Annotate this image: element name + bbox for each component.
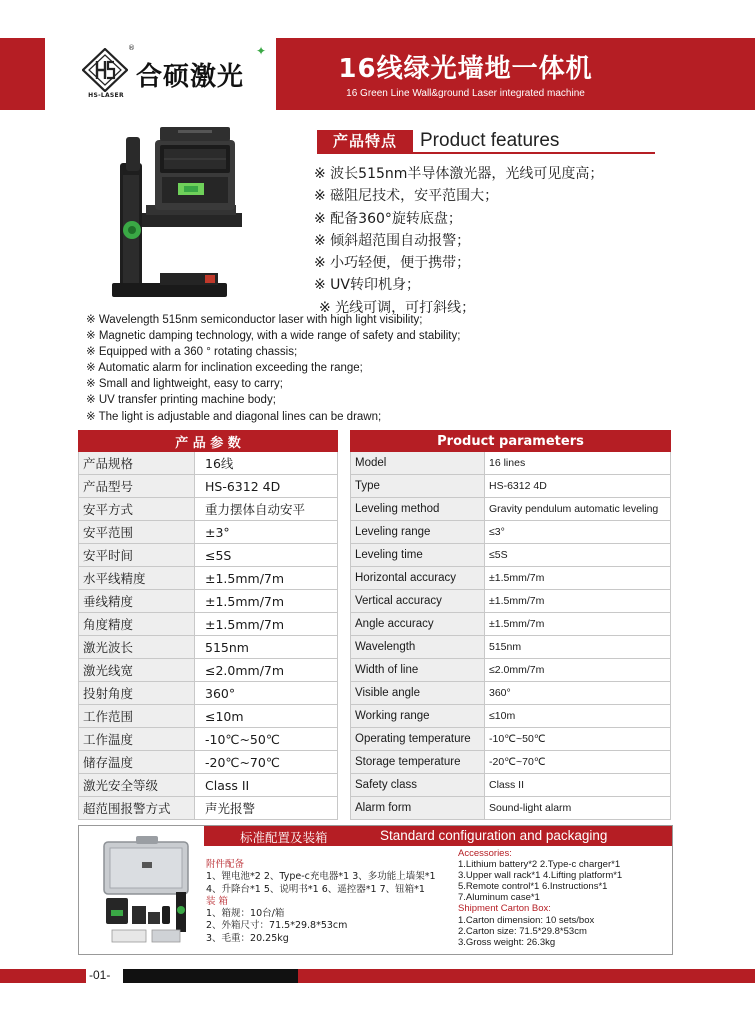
param-key: Width of line [351, 659, 485, 682]
page-number: -01- [89, 968, 111, 982]
table-row [79, 613, 338, 636]
table-row [79, 544, 338, 567]
param-key: Wavelength [351, 636, 485, 659]
table-row [351, 705, 671, 728]
table-row [351, 797, 671, 820]
table-row [79, 636, 338, 659]
accessories-line-cn: 1、锂电池*2 2、Type-c充电器*1 3、多功能上墙架*1 [206, 871, 436, 883]
param-value: 360° [485, 682, 671, 705]
param-value: ±3° [195, 521, 338, 544]
param-value: -20℃~70℃ [195, 751, 338, 774]
param-key: Alarm form [351, 797, 485, 820]
param-value: HS-6312 4D [485, 475, 671, 498]
params-table-cn-title: 产 品 参 数 [79, 431, 338, 452]
param-key: Operating temperature [351, 728, 485, 751]
table-row [351, 567, 671, 590]
accessories-line-cn: 4、升降台*1 5、说明书*1 6、遥控器*1 7、钮箱*1 [206, 883, 425, 895]
accessories-line-en: 5.Remote control*1 6.Instructions*1 [458, 881, 608, 893]
params-table-en-title: Product parameters [351, 431, 671, 452]
brand-name: 合硕激光 [136, 62, 245, 92]
page-title: 16线绿光墙地一体机 [338, 54, 593, 84]
feature-item-cn: ※ 磁阻尼技术，安平范围大； [314, 188, 499, 205]
table-row [79, 590, 338, 613]
param-value: 360° [195, 682, 338, 705]
param-value: ±1.5mm/7m [485, 613, 671, 636]
param-key: Angle accuracy [351, 613, 485, 636]
param-value: 16 lines [485, 452, 671, 475]
page-footer [0, 969, 755, 983]
features-tab-en: Product features [420, 130, 560, 151]
param-key: 安平时间 [79, 544, 195, 567]
table-row [79, 751, 338, 774]
param-value: ≤2.0mm/7m [195, 659, 338, 682]
feature-item-en: ※ Automatic alarm for inclination exceeding the range; [86, 362, 363, 375]
features-list-en [86, 312, 460, 425]
param-key: 垂线精度 [79, 590, 195, 613]
table-row [351, 774, 671, 797]
box-line-cn: 3、毛重：20.25kg [206, 932, 289, 944]
param-value: ±1.5mm/7m [195, 613, 338, 636]
param-value: 515nm [195, 636, 338, 659]
table-row [351, 636, 671, 659]
param-key: 水平线精度 [79, 567, 195, 590]
table-row [351, 590, 671, 613]
feature-item-en: ※ Magnetic damping technology, with a wide range of safety and stability; [86, 330, 461, 343]
param-value: -10℃~50℃ [485, 728, 671, 751]
param-value: ±1.5mm/7m [485, 590, 671, 613]
box-line-en: 2.Carton size: 71.5*29.8*53cm [458, 925, 587, 937]
feature-item-cn: ※ 小巧轻便，便于携带； [314, 255, 471, 272]
param-value: Class II [485, 774, 671, 797]
table-row [79, 705, 338, 728]
table-row [351, 751, 671, 774]
param-value: Class II [195, 774, 338, 797]
box-line-cn: 2、外箱尺寸：71.5*29.8*53cm [206, 920, 348, 932]
param-value: ≤10m [485, 705, 671, 728]
param-value: ±1.5mm/7m [485, 567, 671, 590]
box-heading-en: Shipment Carton Box: [458, 903, 551, 915]
registered-mark: ® [128, 44, 135, 52]
table-row [351, 682, 671, 705]
accessories-heading-cn: 附件配备 [206, 859, 245, 870]
table-row [79, 682, 338, 705]
laser-level-image [100, 125, 280, 315]
param-value: 515nm [485, 636, 671, 659]
brand-subtitle: HS-LASER [88, 92, 124, 99]
param-key: Safety class [351, 774, 485, 797]
param-value: ±1.5mm/7m [195, 567, 338, 590]
feature-item-en: ※ Wavelength 515nm semiconductor laser with high light visibility; [86, 314, 423, 326]
param-key: 激光波长 [79, 636, 195, 659]
accessories-heading-en: Accessories: [458, 848, 512, 859]
table-row [351, 728, 671, 751]
box-line-en: 1.Carton dimension: 10 sets/box [458, 914, 595, 926]
param-key: Horizontal accuracy [351, 567, 485, 590]
table-row [79, 728, 338, 751]
table-row [79, 521, 338, 544]
table-row [79, 567, 338, 590]
param-value: ±1.5mm/7m [195, 590, 338, 613]
accessories-line-en: 3.Upper wall rack*1 4.Lifting platform*1 [458, 870, 623, 882]
param-key: Visible angle [351, 682, 485, 705]
param-key: Leveling range [351, 521, 485, 544]
table-row [79, 774, 338, 797]
param-key: 激光线宽 [79, 659, 195, 682]
param-key: 安平范围 [79, 521, 195, 544]
packaging-title-en: Standard configuration and packaging [380, 828, 608, 843]
feature-item-en: ※ The light is adjustable and diagonal lines can be drawn; [86, 410, 382, 423]
param-value: Gravity pendulum automatic leveling [485, 498, 671, 521]
param-key: Vertical accuracy [351, 590, 485, 613]
features-tab-cn: 产品特点 [317, 130, 413, 152]
feature-item-cn: ※ 波长515nm半导体激光器，光线可见度高； [314, 166, 604, 182]
param-key: Leveling method [351, 498, 485, 521]
param-key: Working range [351, 705, 485, 728]
feature-item-en: ※ UV transfer printing machine body; [86, 394, 276, 407]
param-value: ≤3° [485, 521, 671, 544]
table-row [79, 797, 338, 820]
param-value: 声光报警 [195, 797, 338, 820]
table-row [351, 521, 671, 544]
param-key: 投射角度 [79, 682, 195, 705]
accessories-line-en: 1.Lithium battery*2 2.Type-c charger*1 [458, 859, 621, 871]
param-value: ≤10m [195, 705, 338, 728]
params-table-en [350, 430, 671, 820]
param-key: 产品规格 [79, 452, 195, 475]
brand-logo [52, 40, 272, 108]
footer-black-band [123, 969, 298, 983]
param-key: Leveling time [351, 544, 485, 567]
table-row [351, 475, 671, 498]
features-divider [317, 152, 655, 154]
packaging-header [204, 826, 672, 846]
feature-item-en: ※ Equipped with a 360 ° rotating chassis; [86, 346, 298, 359]
table-row [79, 452, 338, 475]
param-value: 重力摆体自动安平 [195, 498, 338, 521]
param-key: 超范围报警方式 [79, 797, 195, 820]
footer-red-band-right [298, 969, 755, 983]
param-value: ≤5S [485, 544, 671, 567]
header-red-band-left [0, 38, 45, 110]
table-row [351, 613, 671, 636]
accessories-line-en: 7.Aluminum case*1 [458, 892, 540, 904]
feature-item-cn: ※ 光线可调，可打斜线； [319, 299, 476, 316]
param-value: ≤5S [195, 544, 338, 567]
features-list-cn [314, 163, 603, 319]
table-row [351, 659, 671, 682]
param-value: -10℃~50℃ [195, 728, 338, 751]
param-key: Type [351, 475, 485, 498]
feature-item-cn: ※ 倾斜超范围自动报警； [314, 232, 471, 249]
box-heading-cn: 装 箱 [206, 895, 229, 907]
packaging-details-en [458, 848, 622, 948]
table-row [79, 475, 338, 498]
param-key: Storage temperature [351, 751, 485, 774]
page-subtitle: 16 Green Line Wall&ground Laser integrated machine [346, 88, 585, 99]
page-header [0, 38, 755, 110]
params-table-cn [78, 430, 338, 820]
box-line-en: 3.Gross weight: 26.3kg [458, 936, 556, 948]
param-key: Model [351, 452, 485, 475]
param-key: 工作温度 [79, 728, 195, 751]
feature-item-cn: ※ UV转印机身； [314, 277, 421, 294]
param-value: ≤2.0mm/7m [485, 659, 671, 682]
table-row [351, 498, 671, 521]
param-value: 16线 [195, 452, 338, 475]
box-line-cn: 1、箱规：10台/箱 [206, 908, 285, 920]
feature-item-cn: ※ 配备360°旋转底盘； [314, 210, 462, 227]
packaging-title-cn: 标准配置及装箱 [240, 830, 328, 845]
hs-logo-icon [82, 48, 128, 92]
packaging-details-cn [206, 859, 436, 945]
feature-item-en: ※ Small and lightweight, easy to carry; [86, 378, 283, 391]
table-row [79, 659, 338, 682]
table-row [351, 452, 671, 475]
sparkle-icon: ✦ [256, 44, 267, 58]
table-row [79, 498, 338, 521]
param-key: 储存温度 [79, 751, 195, 774]
param-key: 角度精度 [79, 613, 195, 636]
param-key: 工作范围 [79, 705, 195, 728]
table-row [351, 544, 671, 567]
param-value: Sound-light alarm [485, 797, 671, 820]
param-key: 安平方式 [79, 498, 195, 521]
param-value: -20℃~70℃ [485, 751, 671, 774]
param-key: 激光安全等级 [79, 774, 195, 797]
accessories-kit-image [96, 832, 204, 950]
footer-red-band-left [0, 969, 86, 983]
param-value: HS-6312 4D [195, 475, 338, 498]
param-key: 产品型号 [79, 475, 195, 498]
